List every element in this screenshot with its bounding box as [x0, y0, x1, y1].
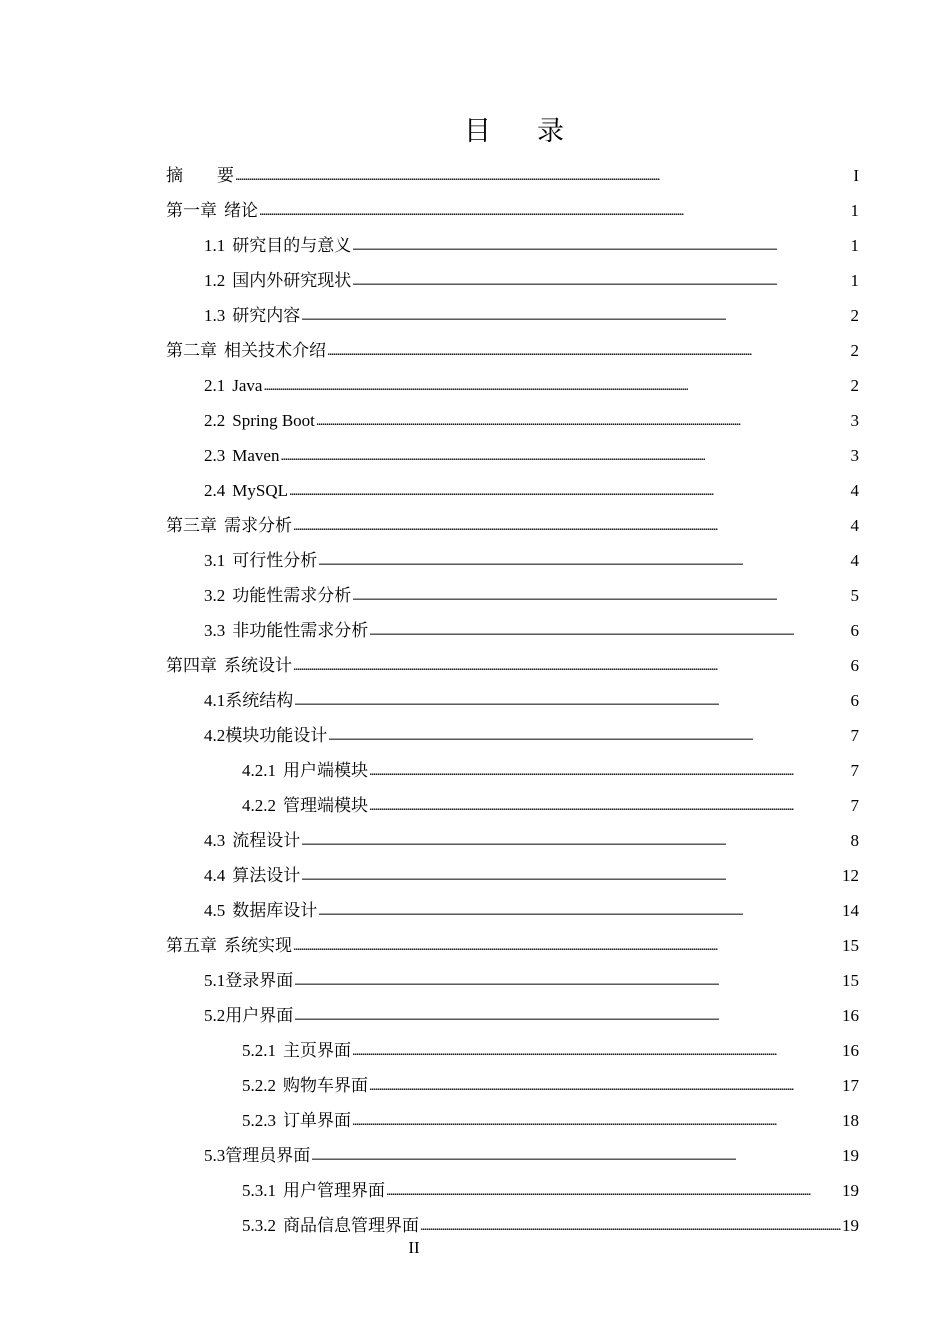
toc-entry-number: 2.2: [204, 411, 226, 430]
toc-entry-title: [204, 1138, 310, 1173]
toc-entry-page-number: 4: [850, 551, 859, 570]
toc-entry-title: [204, 998, 293, 1033]
toc-entry-page-number: 5: [850, 586, 859, 605]
toc-entry-number: 4.5: [204, 901, 226, 920]
toc-entry-title: [242, 1068, 368, 1103]
toc-entry-number: 5.2.1: [242, 1041, 276, 1060]
toc-entry[interactable]: [166, 403, 859, 438]
toc-entry[interactable]: [166, 1138, 859, 1173]
toc-entry[interactable]: [166, 998, 859, 1033]
toc-entry-page-number: 2: [850, 306, 859, 325]
dot-leader: [352, 1102, 841, 1139]
toc-entry-title: [204, 683, 293, 718]
toc-entry[interactable]: [166, 578, 859, 613]
toc-entry-label: 用户管理界面: [283, 1181, 385, 1200]
toc-entry-title: [166, 508, 292, 543]
toc-entry-title: [166, 193, 258, 228]
toc-entry-label: 系统实现: [224, 936, 292, 955]
toc-entry-number: 第一章: [166, 201, 217, 220]
toc-entry-page-number: 19: [842, 1216, 859, 1235]
dot-leader: [352, 577, 849, 614]
toc-title-char-1: 目: [464, 116, 491, 147]
dot-leader: [369, 1067, 841, 1104]
dot-leader: [369, 752, 850, 789]
toc-entry-label: 可行性分析: [232, 551, 318, 570]
toc-entry-number: 2.3: [204, 446, 226, 465]
toc-entry-number: 4.3: [204, 831, 226, 850]
toc-entry-title: [242, 753, 368, 788]
toc-entry[interactable]: [166, 438, 859, 473]
toc-entry[interactable]: [166, 543, 859, 578]
toc-entry-title: [204, 718, 327, 753]
toc-entry[interactable]: [166, 333, 859, 368]
toc-title: [0, 112, 950, 152]
toc-entry-label: 订单界面: [283, 1111, 351, 1130]
toc-entry-label: 摘 要: [166, 166, 234, 185]
toc-entry-page-number: 16: [842, 1041, 859, 1060]
dot-leader: [352, 262, 849, 299]
toc-entry[interactable]: [166, 683, 859, 718]
toc-entry-label: 功能性需求分析: [232, 586, 352, 605]
toc-entry-label: Maven: [232, 446, 280, 465]
toc-entry[interactable]: [166, 963, 859, 998]
toc-entry-page-number: 1: [850, 236, 859, 255]
toc-entry-page-number: 19: [842, 1181, 859, 1200]
dot-leader: [316, 402, 850, 439]
toc-entry[interactable]: [166, 158, 859, 193]
toc-entry[interactable]: [166, 718, 859, 753]
dot-leader: [352, 1032, 841, 1069]
dot-leader: [318, 892, 841, 929]
toc-entry-number: 1.3: [204, 306, 226, 325]
toc-entry-page-number: 1: [850, 201, 859, 220]
toc-entry[interactable]: [166, 648, 859, 683]
toc-entry-number: 5.2: [204, 1006, 226, 1025]
toc-entry-label: 数据库设计: [232, 901, 318, 920]
toc-entry-title: [242, 1103, 351, 1138]
toc-entry-title: [204, 543, 317, 578]
toc-entry-title: [204, 893, 317, 928]
toc-entry[interactable]: [166, 858, 859, 893]
toc-entry-page-number: 2: [850, 376, 859, 395]
toc-entry-title: [204, 368, 262, 403]
toc-entry-title: [204, 263, 351, 298]
toc-entry-title: [204, 403, 315, 438]
toc-entry-page-number: 17: [842, 1076, 859, 1095]
toc-entry[interactable]: [166, 788, 859, 823]
dot-leader: [327, 332, 850, 369]
dot-leader: [293, 507, 850, 544]
toc-entry-number: 3.3: [204, 621, 226, 640]
toc-entry-number: 1.2: [204, 271, 226, 290]
toc-entry-label: 商品信息管理界面: [283, 1216, 419, 1235]
toc-entry-page-number: 12: [842, 866, 859, 885]
toc-entry-label: 登录界面: [225, 971, 294, 990]
toc-entry-number: 5.1: [204, 971, 226, 990]
toc-entry-page-number: 16: [842, 1006, 859, 1025]
dot-leader: [318, 542, 849, 579]
toc-entry-page-number: 19: [842, 1146, 859, 1165]
toc-entry[interactable]: [166, 1068, 859, 1103]
toc-entry[interactable]: [166, 473, 859, 508]
toc-entry-page-number: 4: [850, 516, 859, 535]
table-of-contents: [166, 158, 859, 1243]
toc-entry-page-number: 6: [850, 621, 859, 640]
dot-leader: [293, 927, 841, 964]
toc-entry[interactable]: [166, 1103, 859, 1138]
dot-leader: [294, 682, 849, 719]
toc-entry-label: 购物车界面: [283, 1076, 368, 1095]
dot-leader: [328, 717, 849, 754]
toc-entry-number: 2.1: [204, 376, 226, 395]
toc-entry-page-number: 2: [850, 341, 859, 360]
toc-entry-label: 研究目的与意义: [232, 236, 352, 255]
toc-entry-page-number: 4: [850, 481, 859, 500]
toc-entry-label: MySQL: [232, 481, 288, 500]
toc-entry[interactable]: [166, 613, 859, 648]
toc-entry-title: [204, 298, 300, 333]
toc-entry-title: [166, 928, 292, 963]
toc-entry-page-number: 3: [850, 411, 859, 430]
toc-entry-label: 系统结构: [225, 691, 294, 710]
toc-entry[interactable]: [166, 823, 859, 858]
toc-entry-page-number: 6: [850, 691, 859, 710]
dot-leader: [235, 157, 852, 194]
toc-entry[interactable]: [166, 508, 859, 543]
toc-entry-title: [204, 963, 293, 998]
toc-entry-title: [166, 158, 234, 193]
dot-leader: [369, 787, 850, 824]
dot-leader: [369, 612, 849, 649]
toc-entry-page-number: 15: [842, 971, 859, 990]
toc-entry-title: [204, 228, 351, 263]
toc-entry-page-number: 6: [850, 656, 859, 675]
toc-entry-number: 4.2: [204, 726, 226, 745]
toc-entry-title: [204, 438, 279, 473]
toc-entry-label: 绪论: [224, 201, 258, 220]
dot-leader: [311, 1137, 841, 1174]
toc-entry-title: [242, 1173, 385, 1208]
toc-entry-title: [204, 613, 368, 648]
dot-leader: [301, 857, 841, 894]
toc-entry-number: 第二章: [166, 341, 217, 360]
toc-entry-number: 4.1: [204, 691, 226, 710]
toc-entry-page-number: 1: [850, 271, 859, 290]
toc-entry-title: [166, 333, 326, 368]
toc-entry[interactable]: [166, 1173, 859, 1208]
toc-entry-label: 国内外研究现状: [232, 271, 352, 290]
toc-entry-label: 系统设计: [224, 656, 292, 675]
toc-entry-label: 管理员界面: [225, 1146, 311, 1165]
toc-entry-number: 3.1: [204, 551, 226, 570]
toc-entry-number: 4.2.1: [242, 761, 276, 780]
toc-entry-label: Spring Boot: [232, 411, 315, 430]
toc-entry-title: [204, 578, 351, 613]
dot-leader: [259, 192, 850, 229]
toc-entry-number: 4.4: [204, 866, 226, 885]
toc-entry-number: 5.3.1: [242, 1181, 276, 1200]
toc-entry[interactable]: [166, 228, 859, 263]
toc-entry-label: 管理端模块: [283, 796, 368, 815]
dot-leader: [352, 227, 849, 264]
toc-entry-number: 5.2.2: [242, 1076, 276, 1095]
toc-entry[interactable]: [166, 368, 859, 403]
toc-entry[interactable]: [166, 263, 859, 298]
dot-leader: [289, 472, 850, 509]
toc-entry-page-number: 7: [850, 726, 859, 745]
toc-entry-label: 研究内容: [232, 306, 301, 325]
toc-entry-page-number: 8: [850, 831, 859, 850]
toc-entry[interactable]: [166, 893, 859, 928]
dot-leader: [263, 367, 849, 404]
toc-entry-number: 第五章: [166, 936, 217, 955]
toc-entry[interactable]: [166, 1033, 859, 1068]
toc-entry-label: 用户界面: [225, 1006, 294, 1025]
dot-leader: [293, 647, 850, 684]
toc-entry-label: 相关技术介绍: [224, 341, 326, 360]
toc-entry-page-number: I: [853, 166, 859, 185]
toc-title-char-2: 录: [537, 116, 564, 147]
toc-entry-title: [242, 788, 368, 823]
toc-entry-page-number: 7: [850, 761, 859, 780]
toc-entry-page-number: 7: [850, 796, 859, 815]
toc-entry-title: [204, 858, 300, 893]
toc-entry-label: 主页界面: [283, 1041, 351, 1060]
toc-entry-label: 非功能性需求分析: [232, 621, 369, 640]
dot-leader: [294, 997, 841, 1034]
toc-entry-page-number: 3: [850, 446, 859, 465]
toc-entry-title: [204, 823, 300, 858]
toc-entry-label: 用户端模块: [283, 761, 368, 780]
dot-leader: [386, 1172, 841, 1209]
toc-entry-number: 3.2: [204, 586, 226, 605]
toc-entry-label: 需求分析: [224, 516, 292, 535]
toc-entry-number: 第四章: [166, 656, 217, 675]
toc-entry-number: 1.1: [204, 236, 226, 255]
toc-entry-number: 第三章: [166, 516, 217, 535]
toc-entry-title: [166, 648, 292, 683]
toc-entry-label: 模块功能设计: [225, 726, 328, 745]
toc-entry[interactable]: [166, 298, 859, 333]
toc-entry-title: [242, 1033, 351, 1068]
toc-entry[interactable]: [166, 193, 859, 228]
dot-leader: [294, 962, 841, 999]
toc-entry-label: 流程设计: [232, 831, 301, 850]
toc-entry-label: 算法设计: [232, 866, 301, 885]
toc-entry-number: 4.2.2: [242, 796, 276, 815]
toc-entry-number: 5.2.3: [242, 1111, 276, 1130]
dot-leader: [280, 437, 849, 474]
toc-entry-number: 5.3.2: [242, 1216, 276, 1235]
dot-leader: [301, 297, 849, 334]
toc-entry-page-number: 14: [842, 901, 859, 920]
toc-entry-title: [204, 473, 288, 508]
toc-entry[interactable]: [166, 928, 859, 963]
toc-entry[interactable]: [166, 753, 859, 788]
toc-entry-number: 2.4: [204, 481, 226, 500]
toc-entry-page-number: 15: [842, 936, 859, 955]
dot-leader: [301, 822, 849, 859]
toc-entry-label: Java: [232, 376, 263, 395]
toc-entry-number: 5.3: [204, 1146, 226, 1165]
toc-entry-page-number: 18: [842, 1111, 859, 1130]
page-number-footer: II: [408, 1238, 420, 1257]
